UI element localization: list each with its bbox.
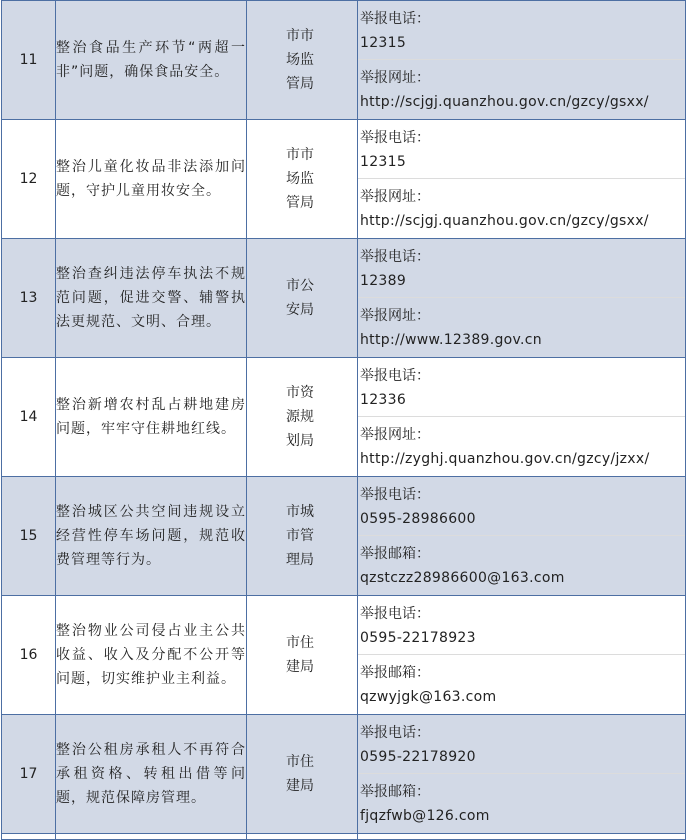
row-number: 17 bbox=[2, 715, 56, 834]
phone-number: 12315 bbox=[360, 154, 407, 170]
phone-number: 12389 bbox=[360, 273, 407, 289]
website-block bbox=[358, 60, 685, 119]
email-label: 举报邮箱： bbox=[360, 784, 430, 800]
website-url[interactable]: http://scjgj.quanzhou.gov.cn/gzcy/gsxx/ bbox=[360, 94, 649, 110]
rectification-table bbox=[1, 0, 686, 840]
contact-cell bbox=[358, 1, 686, 120]
task-description: 整治公租房承租人不再符合承租资格、转租出借等问题，规范保障房管理。 bbox=[56, 742, 246, 806]
phone-block bbox=[358, 477, 685, 536]
table-row-partial bbox=[2, 834, 686, 840]
website-label: 举报网址： bbox=[360, 70, 430, 86]
task-description: 整治查纠违法停车执法不规范问题，促进交警、辅警执法更规范、文明、合理。 bbox=[56, 266, 246, 330]
department: 市住建局 bbox=[286, 754, 314, 794]
row-number: 12 bbox=[2, 120, 56, 239]
email-block bbox=[358, 536, 685, 595]
website-block bbox=[358, 179, 685, 238]
phone-number: 0595-22178920 bbox=[360, 749, 476, 765]
website-url[interactable]: http://www.12389.gov.cn bbox=[360, 332, 542, 348]
phone-number: 0595-22178923 bbox=[360, 630, 476, 646]
department: 市资源规划局 bbox=[286, 385, 314, 449]
table-row bbox=[2, 120, 686, 239]
website-label: 举报网址： bbox=[360, 308, 430, 324]
task-description: 整治食品生产环节“两超一非”问题，确保食品安全。 bbox=[56, 40, 246, 80]
contact-cell bbox=[358, 477, 686, 596]
task-description: 整治新增农村乱占耕地建房问题，牢牢守住耕地红线。 bbox=[56, 397, 246, 437]
website-label: 举报网址： bbox=[360, 189, 430, 205]
phone-label: 举报电话： bbox=[360, 368, 430, 384]
contact-cell bbox=[358, 120, 686, 239]
table-row bbox=[2, 1, 686, 120]
task-description: 整治儿童化妆品非法添加问题，守护儿童用妆安全。 bbox=[56, 159, 246, 199]
table-row bbox=[2, 358, 686, 477]
email-label: 举报邮箱： bbox=[360, 546, 430, 562]
phone-block bbox=[358, 239, 685, 298]
website-label: 举报网址： bbox=[360, 427, 430, 443]
table-row bbox=[2, 477, 686, 596]
phone-block bbox=[358, 1, 685, 60]
phone-block bbox=[358, 596, 685, 655]
contact-cell bbox=[358, 239, 686, 358]
row-number: 13 bbox=[2, 239, 56, 358]
department: 市市场监管局 bbox=[286, 28, 314, 92]
phone-label: 举报电话： bbox=[360, 725, 430, 741]
phone-label: 举报电话： bbox=[360, 606, 430, 622]
phone-number: 0595-28986600 bbox=[360, 511, 476, 527]
phone-number: 12315 bbox=[360, 35, 407, 51]
email-address[interactable]: qzwyjgk@163.com bbox=[360, 689, 497, 705]
website-url[interactable]: http://scjgj.quanzhou.gov.cn/gzcy/gsxx/ bbox=[360, 213, 649, 229]
task-description: 整治城区公共空间违规设立经营性停车场问题，规范收费管理等行为。 bbox=[56, 504, 246, 568]
task-description: 整治物业公司侵占业主公共收益、收入及分配不公开等问题，切实维护业主利益。 bbox=[56, 623, 246, 687]
phone-block bbox=[358, 358, 685, 417]
phone-block bbox=[358, 715, 685, 774]
department: 市市场监管局 bbox=[286, 147, 314, 211]
table-row bbox=[2, 596, 686, 715]
website-block bbox=[358, 417, 685, 476]
website-block bbox=[358, 298, 685, 357]
row-number: 11 bbox=[2, 1, 56, 120]
row-number: 14 bbox=[2, 358, 56, 477]
row-number: 15 bbox=[2, 477, 56, 596]
contact-cell bbox=[358, 715, 686, 834]
phone-label: 举报电话： bbox=[360, 487, 430, 503]
website-url[interactable]: http://zyghj.quanzhou.gov.cn/gzcy/jzxx/ bbox=[360, 451, 650, 467]
email-address[interactable]: qzstczz28986600@163.com bbox=[360, 570, 565, 586]
department: 市住建局 bbox=[286, 635, 314, 675]
contact-cell bbox=[358, 358, 686, 477]
email-block bbox=[358, 655, 685, 714]
email-address[interactable]: fjqzfwb@126.com bbox=[360, 808, 490, 824]
phone-label: 举报电话： bbox=[360, 130, 430, 146]
phone-label: 举报电话： bbox=[360, 11, 430, 27]
table-row bbox=[2, 715, 686, 834]
contact-cell bbox=[358, 596, 686, 715]
email-label: 举报邮箱： bbox=[360, 665, 430, 681]
table-row bbox=[2, 239, 686, 358]
phone-label: 举报电话： bbox=[360, 249, 430, 265]
email-block bbox=[358, 774, 685, 833]
department: 市公安局 bbox=[286, 278, 314, 318]
phone-block bbox=[358, 120, 685, 179]
department: 市城市管理局 bbox=[286, 504, 314, 568]
row-number: 16 bbox=[2, 596, 56, 715]
phone-number: 12336 bbox=[360, 392, 407, 408]
